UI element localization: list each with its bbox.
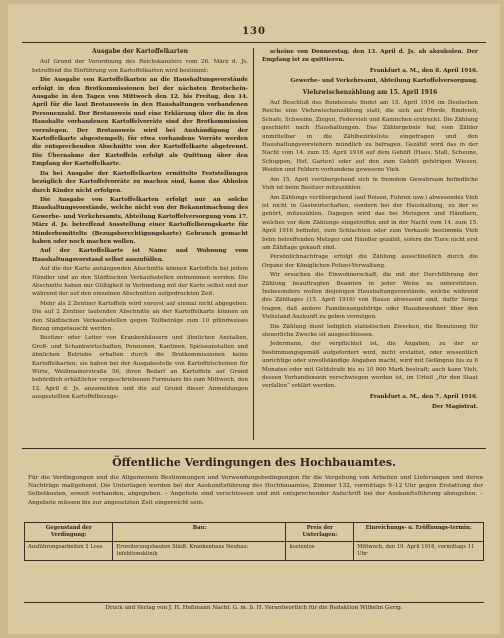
left-paragraph: Auf Grund der Verordnung des Reichskanzlers vom 26. März d. Js. betreffend die Einführung von Kartoffelkarten wird bestimmt: [32, 59, 248, 74]
left-paragraph: Auf der Kartoffelkarte ist Name und Wohnung vom Haushaltungsvorstand selbst auszufüllen. [32, 248, 248, 263]
right-paragraph: Am Zählungs verübergehend (auf Reisen, Fuhren usw.) abwesendes Vieh ist nicht in Gastwirtschaften, sondern bei der Haushaltung, zu der es gehört, mitzuzählen. Dagegen wird das bei Metzgern und Händlern, welches vor dem Zählungs eingetroffen und in der Nacht vom 14. zum 15. April 1916 befindet, zum Schlachten oder zum Verkaufe bestimmte Vieh beim betreffenden Metzger und Händler gezählt, sofern die Tiere nicht erst am Zähltage gekauft sind. [262, 194, 478, 251]
right-intro: scheine von Donnerstag, den 13. April d. Js. ab abzuholen. Der Empfang ist zu quittieren. [262, 49, 478, 64]
right-signature: Der Magistrat. [432, 404, 478, 411]
table-cell: kostenlos [286, 542, 354, 561]
section-rule [22, 448, 486, 449]
left-paragraph: Die Ausgabe von Kartoffelkarten erfolgt nur an solche Haushaltungsvorstände, welche nicht von der Bekanntmachung des Gewerbe- und Verkehrsamts, Abteilung Kartoffelversorgung vom 17. März d. Js. betreffend Ausstellung einer Kartoffelbezugskarte für Minderbemittelte (Bezugsberechtigungskarte) Gebrauch gemacht haben oder noch machen wollen. [32, 196, 248, 245]
left-paragraph: Mehr als 2 Zentner Kartoffeln wird vorerst auf einmal nicht abgegeben. Die auf 2 Zentner lautenden Abschnitte an der Kartoffelkarte können an den Städtischen Verkaufsstellen gegen Teilbeträge zum 10 pfündweises Bezug umgetauscht werden. [32, 300, 248, 332]
table-row [25, 542, 484, 561]
section-title: Viehzwischenzählung am 15. April 1916 [302, 88, 438, 96]
table-header: Gegenstand der Verdingung: [25, 523, 113, 542]
table-cell: Ausführungsarbeiten 2 Lose [25, 542, 113, 561]
table-header: Einreichungs- u. Eröffnungs-termin: [354, 523, 484, 542]
right-paragraph: Auf Beschluß des Bundesrats findet am 15. April 1916 im Deutschen Reiche eine Viehzwischenzählung statt, die sich auf Pferde, Rindvieh, Schafe, Schweine, Ziegen, Federvieh und Kaninchen erstreckt. Die Zählung geschieht nach Haushaltungen. Das Zählergebnis hat vom Zähler unmittelbar in die Zählbezirksliste eingetragen und den Haushaltungsvorstehern mündlich zu befragen. Gezählt wird das in der Nacht vom 14. zum 15. April 1916 auf dem Gehöft (Haus, Stall, Scheune, Schuppen, Hof, Garten) oder auf den zum Gehöft gehörigen Wiesen, Weiden und Feldern vorhandene gewesene Vieh. [262, 100, 478, 174]
table-cell: Mittwoch, den 19. April 1916, vormittags 11 Uhr [354, 542, 484, 561]
right-paragraph: Am 15. April verübergehend sich in fremdem Gewahrsam befindliche Vieh ist beim Besitzer mitzuzählen. [262, 176, 478, 192]
right-paragraph: Persönlichnachfrage erfolgt die Zählung ausschließlich durch die Organe der Königlichen Polizei-Verwaltung. [262, 254, 478, 269]
left-paragraph: Besitzer oder Leiter von Krankenhäusern und ähnlichen Anstalten, Groß- und Schankwirtschaften, Pensionen, Kantinen, Speiseanstalten und ähnlichen Betriebe erhalten durch die Brotkommissionen keine Kartoffelkarten; sie haben bei der Ausgabestelle von Kartoffelscheinen für Wirte, Weißmainerstraße 56, ihren Bedarf an Kartoffeln auf Grund behördlich erhältlicher vorgeschriebenen Formulare bis zum Mittwoch, den 12. April d. Js. anzumelden und die auf Grund dieser Anmeldungen ausgestellten Kartoffelbezugs- [32, 335, 248, 401]
table-header: Preis der Unterlagen: [286, 523, 354, 542]
left-paragraph: Da bei Ausgabe der Kartoffelkarten ermittelte Feststellungen bezüglich der Kartoffelvorräte zu machen sind, kann das Abholen durch Kinder nicht erfolgen. [32, 170, 248, 194]
verdingung-table [24, 522, 484, 561]
notice-text: Für die Verdingungen und die Allgemeinen Bestimmungen und Verwendungsbedingungen für die Vergebung von Arbeiten und Lieferungen und deren Nachträge maßgebend. Die Unterlagen werden bei der Auskunftsführung des Hochbauamtes, Zimmer 132, vormittags 9–12 Uhr gegen Erstattung der Selbstkosten, soweit vorhanden, abgegeben. – Angebote sind verschlossen und mit entsprechender Aufschrift bei der Auskunftsführung abzugeben. – Angebote müssen bis zur angesetzten Zeit eingereicht sein. [28, 475, 483, 506]
column-divider [253, 48, 254, 440]
footer-imprint: Druck und Verlag von J. H. Heßmann Nachf. G. m. b. H. Verantwortlich für die Redaktion Wilhelm Gerig. [24, 602, 484, 611]
right-paragraph: Die Zählung dient lediglich statistischen Zwecken, die Benutzung für steuerliche Zwecke ist ausgeschlossen. [262, 323, 478, 338]
left-paragraph: Auf die der Karte anhängenden Abschnitte können Kartoffeln bei jedem Händler und an den Städtischen Verkaufsstellen entnommen werden. Die Abschnitte haben nur Gültigkeit in Verbindung mit der Karte selbst und nur während der auf den einzelnen Abschnitten aufgedruckten Zeit. [32, 266, 248, 298]
left-column [32, 48, 248, 403]
right-intro-signature: Gewerbe- und Verkehrsamt, Abteilung Kartoffelversorgung. [290, 78, 478, 85]
right-paragraph: Jedermann, der verpflichtet ist, die Angaben, zu der er bestimmungsgemäß aufgefordert wird, nicht erstattet, oder wissentlich unrichtige oder unvollständige Angaben macht, wird mit Gefängnis bis zu 6 Monaten oder mit Geldstrafe bis zu 10 000 Mark bestraft; auch kann Vieh, dessen Vorhandensein verschwiegen worden ist, im Urteil „für den Staat verfallen“ erklärt werden. [262, 341, 478, 390]
right-intro-date: Frankfurt a. M., den 8. April 1916. [369, 67, 478, 74]
table-header: Bau: [113, 523, 286, 542]
header-rule [22, 42, 486, 43]
newspaper-page [8, 4, 500, 634]
right-paragraph: Wir ersuchen die Einwohnerschaft, die mit der Durchführung der Zählung beauftragten Beamten in jeder Weise zu unterstützen. Insbesondere wollen diejenigen Haushaltungsvorstände, welche während des Zähltages (15. April 1916) von Hause abwesend sind, dafür Sorge tragen, daß andere Familienangehörige oder Hausbewohner über den Viehstand Auskunft zu geben vermögen. [262, 272, 478, 321]
left-paragraph: Die Ausgabe von Kartoffelkarten an die Haushaltungsvorstände erfolgt in den Brotkommissionen bei der nächsten Brotschein-Ausgabe in den Tagen von Mittwoch den 12. bis Freitag, den 14. April für die laut Brotausweis in den Haushaltungen vorhandenen Personenzahl. Der Brotausweis und eine Erklärung über die in den Haushalte vorhandenen Kartoffelvorräte sind der Brotkommission vorzulegen. Der Brotausweis wird bei Aushändigung der Kartoffelkarte abgestempelt; für etwa vorhandene Vorräte werden die entsprechenden Abschnitte von der Kartoffelkarte abgetrennt. Die Übernahme der Kartoffeln erfolgt als Quittung über den Empfang der Kartoffelkarte. [32, 77, 248, 168]
right-date: Frankfurt a. M., den 7. April 1916. [369, 393, 478, 400]
page-number: 130 [242, 26, 266, 37]
left-column-title: Ausgabe der Kartoffelkarten [91, 48, 189, 55]
right-column [262, 48, 478, 412]
notice-title: Öffentliche Verdingungen des Hochbauamtes. [112, 456, 396, 469]
table-cell: Erweiterungsbauten Städt. Krankenhaus Neubau: Infektionsklinik [113, 542, 286, 561]
table-header-row [25, 523, 484, 542]
